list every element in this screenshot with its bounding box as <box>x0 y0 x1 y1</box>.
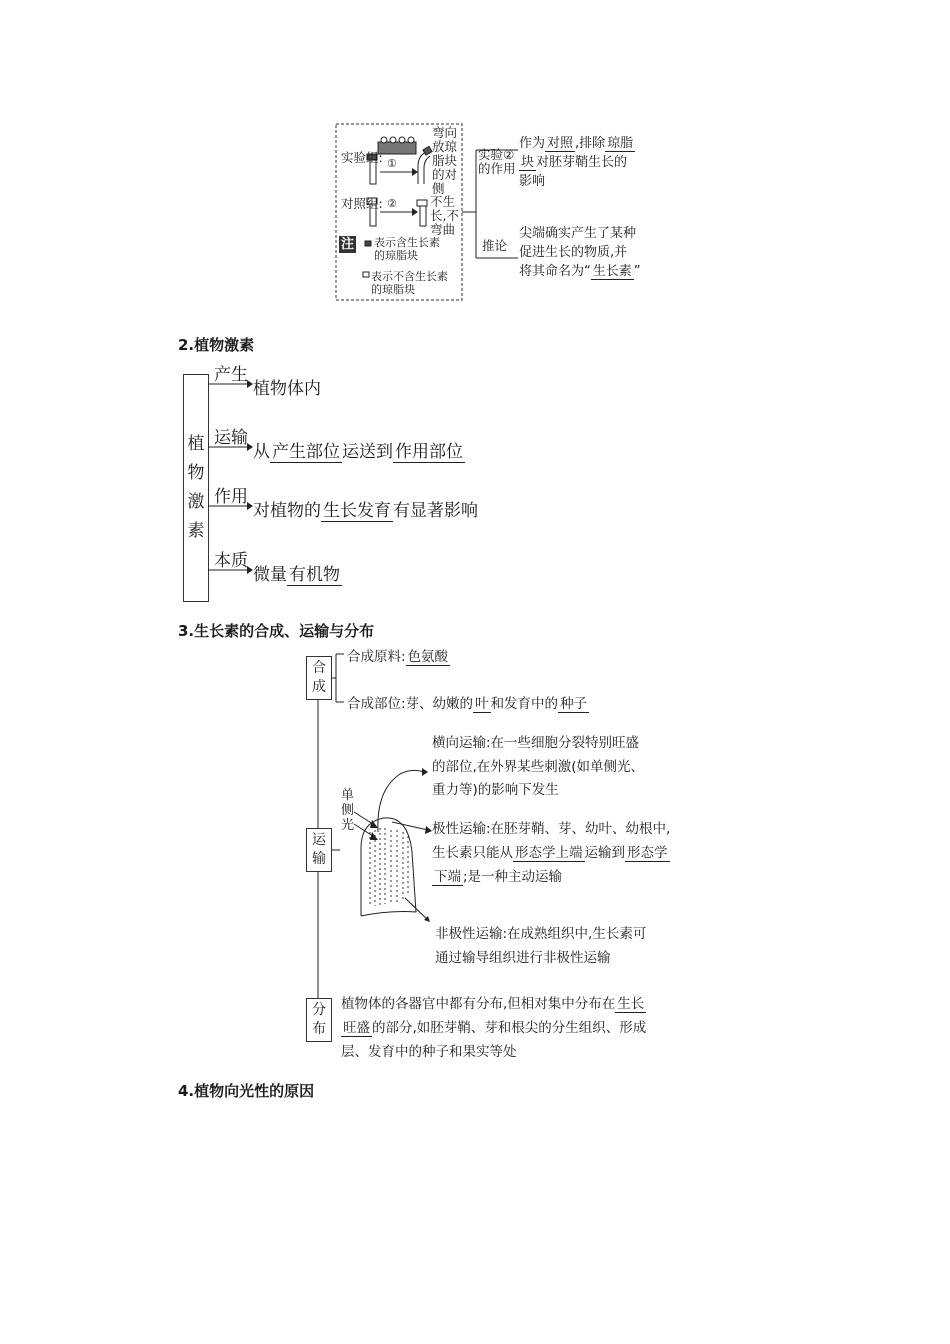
section2-title: 2.植物激素 <box>178 336 255 354</box>
ctrl-result: 不生 长,不 弯曲 <box>430 194 459 237</box>
note-no-auxin: 表示不含生长素 的琼脂块 <box>371 270 448 296</box>
ctrl-group-label: 对照组: <box>341 196 383 211</box>
hormone-content-produce: 植物体内 <box>253 379 321 399</box>
transport-box: 运 输 <box>306 828 332 872</box>
conclusion-label: 推论 <box>482 238 508 253</box>
exp-group-label: 实验组: <box>341 150 383 165</box>
hormone-content-transport: 从 产生部位 运送到 作用部位 <box>253 442 463 462</box>
conclusion-text: 尖端确实产生了某种 促进生长的物质,并 将其命名为“ 生长素 ” <box>519 226 641 279</box>
exp-number: ① <box>387 157 397 170</box>
nonpolar-transport: 非极性运输:在成熟组织中,生长素可 通过输导组织进行非极性运输 <box>435 926 647 966</box>
section3-title: 3.生长素的合成、运输与分布 <box>178 622 375 640</box>
synth-raw-material: 合成原料: 色氨酸 <box>347 649 449 665</box>
hormone-root-box: 植 物 激 素 <box>183 374 209 602</box>
hormone-label-nature: 本质 <box>214 551 248 571</box>
synth-site: 合成部位:芽、幼嫩的 叶 和发育中的 种子 <box>347 696 588 712</box>
lateral-transport: 横向运输:在一些细胞分裂特别旺盛 的部位,在外界某些刺激(如单侧光、 重力等)的影响下发生 <box>432 735 645 798</box>
distribution-text: 植物体的各器官中都有分布,但相对集中分布在 生长 旺盛 的部分,如胚芽鞘、芽和根尖的分生组织、形成 层、发育中的种子和果实等处 <box>341 996 647 1060</box>
role-text: 作为 对照 ,排除 琼脂 块 对胚芽鞘生长的 影响 <box>519 136 634 189</box>
hormone-content-nature: 微量 有机物 <box>253 565 340 585</box>
unilateral-light-label: 单 侧 光 <box>341 788 355 833</box>
section4-title: 4.植物向光性的原因 <box>178 1082 315 1100</box>
note-contains-auxin: 表示含生长素 的琼脂块 <box>374 236 440 262</box>
hormone-label-produce: 产生 <box>214 365 248 385</box>
note-badge: 注 <box>341 237 355 252</box>
hormone-label-function: 作用 <box>214 487 248 507</box>
hormone-label-transport: 运输 <box>214 428 248 448</box>
exp-result: 弯向 放琼 脂块 的对 侧 <box>432 125 458 196</box>
polar-transport: 极性运输:在胚芽鞘、芽、幼叶、幼根中, 生长素只能从 形态学上端 运输到 形态学 下端 ;是一种主动运输 <box>432 821 671 885</box>
role-label: 实验② 的作用 <box>478 147 516 176</box>
synth-box: 合 成 <box>306 656 332 700</box>
ctrl-number: ② <box>387 197 397 210</box>
dist-box: 分 布 <box>306 998 332 1042</box>
hormone-content-function: 对植物的 生长发育 有显著影响 <box>253 501 478 521</box>
